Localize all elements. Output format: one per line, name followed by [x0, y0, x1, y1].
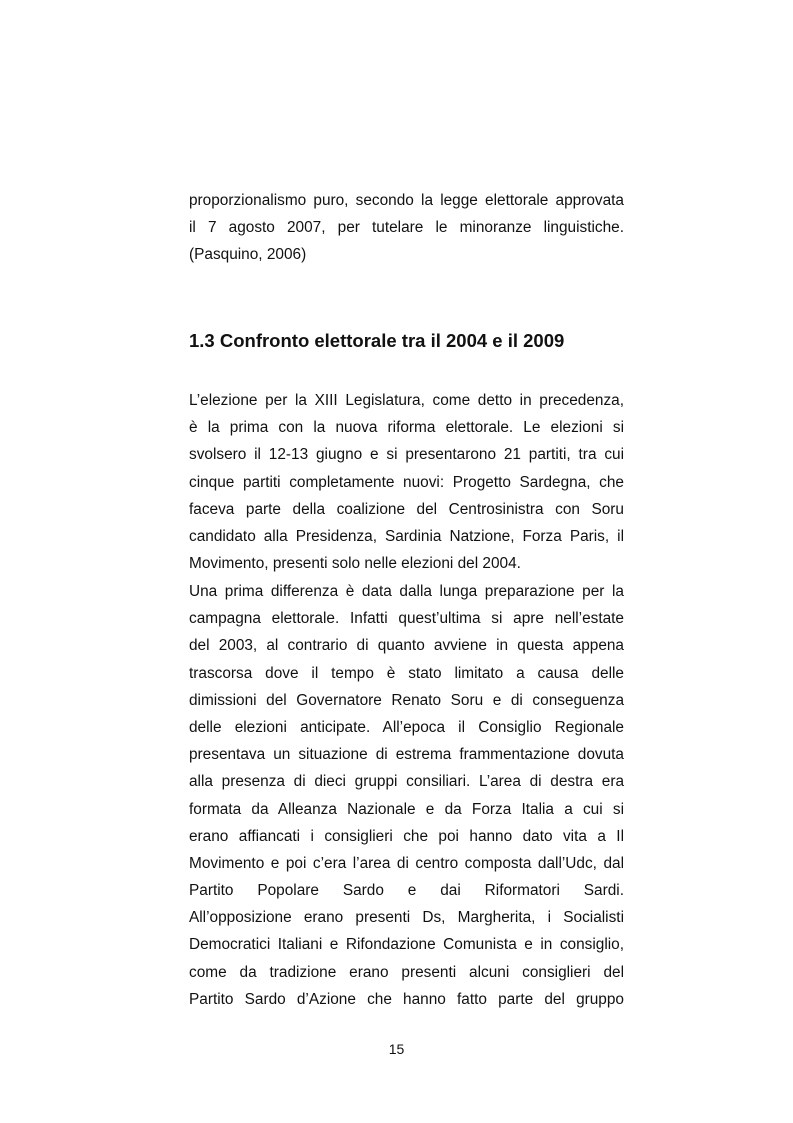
paragraph-line: alla presenza di dieci gruppi consiliari. L’area di destra era [189, 773, 624, 791]
paragraph-line: campagna elettorale. Infatti quest’ultima si apre nell’estate [189, 610, 624, 628]
paragraph-line: Movimento, presenti solo nelle elezioni del 2004. [189, 555, 521, 573]
paragraph-line: come da tradizione erano presenti alcuni consiglieri del [189, 963, 624, 981]
paragraph-line: Democratici Italiani e Rifondazione Comunista e in consiglio, [189, 936, 624, 954]
paragraph-line: Una prima differenza è data dalla lunga preparazione per la [189, 583, 624, 600]
paragraph-line: trascorsa dove il tempo è stato limitato a causa delle [189, 664, 624, 682]
body-paragraph-1 [189, 387, 624, 577]
paragraph-line: svolsero il 12-13 giugno e si presentarono 21 partiti, tra cui [189, 446, 624, 464]
paragraph-line: Partito Sardo d’Azione che hanno fatto parte del gruppo [189, 990, 624, 1008]
paragraph-line: L’elezione per la XIII Legislatura, come detto in precedenza, [189, 392, 624, 409]
paragraph-line: cinque partiti completamente nuovi: Progetto Sardegna, che [189, 473, 624, 491]
section-heading: 1.3 Confronto elettorale tra il 2004 e il 2009 [189, 330, 565, 351]
intro-line: proporzionalismo puro, secondo la legge elettorale approvata [189, 192, 624, 209]
body-paragraph-2 [189, 578, 624, 1013]
paragraph-line: Partito Popolare Sardo e dai Riformatori Sardi. [189, 882, 624, 900]
intro-paragraph [189, 187, 624, 269]
paragraph-line: faceva parte della coalizione del Centrosinistra con Soru [189, 500, 624, 518]
paragraph-line: presentava un situazione di estrema frammentazione dovuta [189, 746, 624, 764]
paragraph-line: delle elezioni anticipate. All’epoca il Consiglio Regionale [189, 718, 624, 736]
paragraph-line: del 2003, al contrario di quanto avviene in questa appena [189, 637, 624, 655]
page-number: 15 [388, 1041, 405, 1057]
paragraph-line: erano affiancati i consiglieri che poi hanno dato vita a Il [189, 827, 624, 845]
paragraph-line: candidato alla Presidenza, Sardinia Natzione, Forza Paris, il [189, 527, 624, 545]
paragraph-line: dimissioni del Governatore Renato Soru e di conseguenza [189, 691, 624, 709]
paragraph-line: All’opposizione erano presenti Ds, Margherita, i Socialisti [189, 909, 624, 927]
paragraph-line: Movimento e poi c’era l’area di centro composta dall’Udc, dal [189, 854, 624, 872]
paragraph-line: formata da Alleanza Nazionale e da Forza Italia a cui si [189, 800, 624, 818]
paragraph-line: è la prima con la nuova riforma elettorale. Le elezioni si [189, 419, 624, 437]
intro-line: (Pasquino, 2006) [189, 246, 307, 264]
intro-line: il 7 agosto 2007, per tutelare le minoranze linguistiche. [189, 219, 624, 237]
